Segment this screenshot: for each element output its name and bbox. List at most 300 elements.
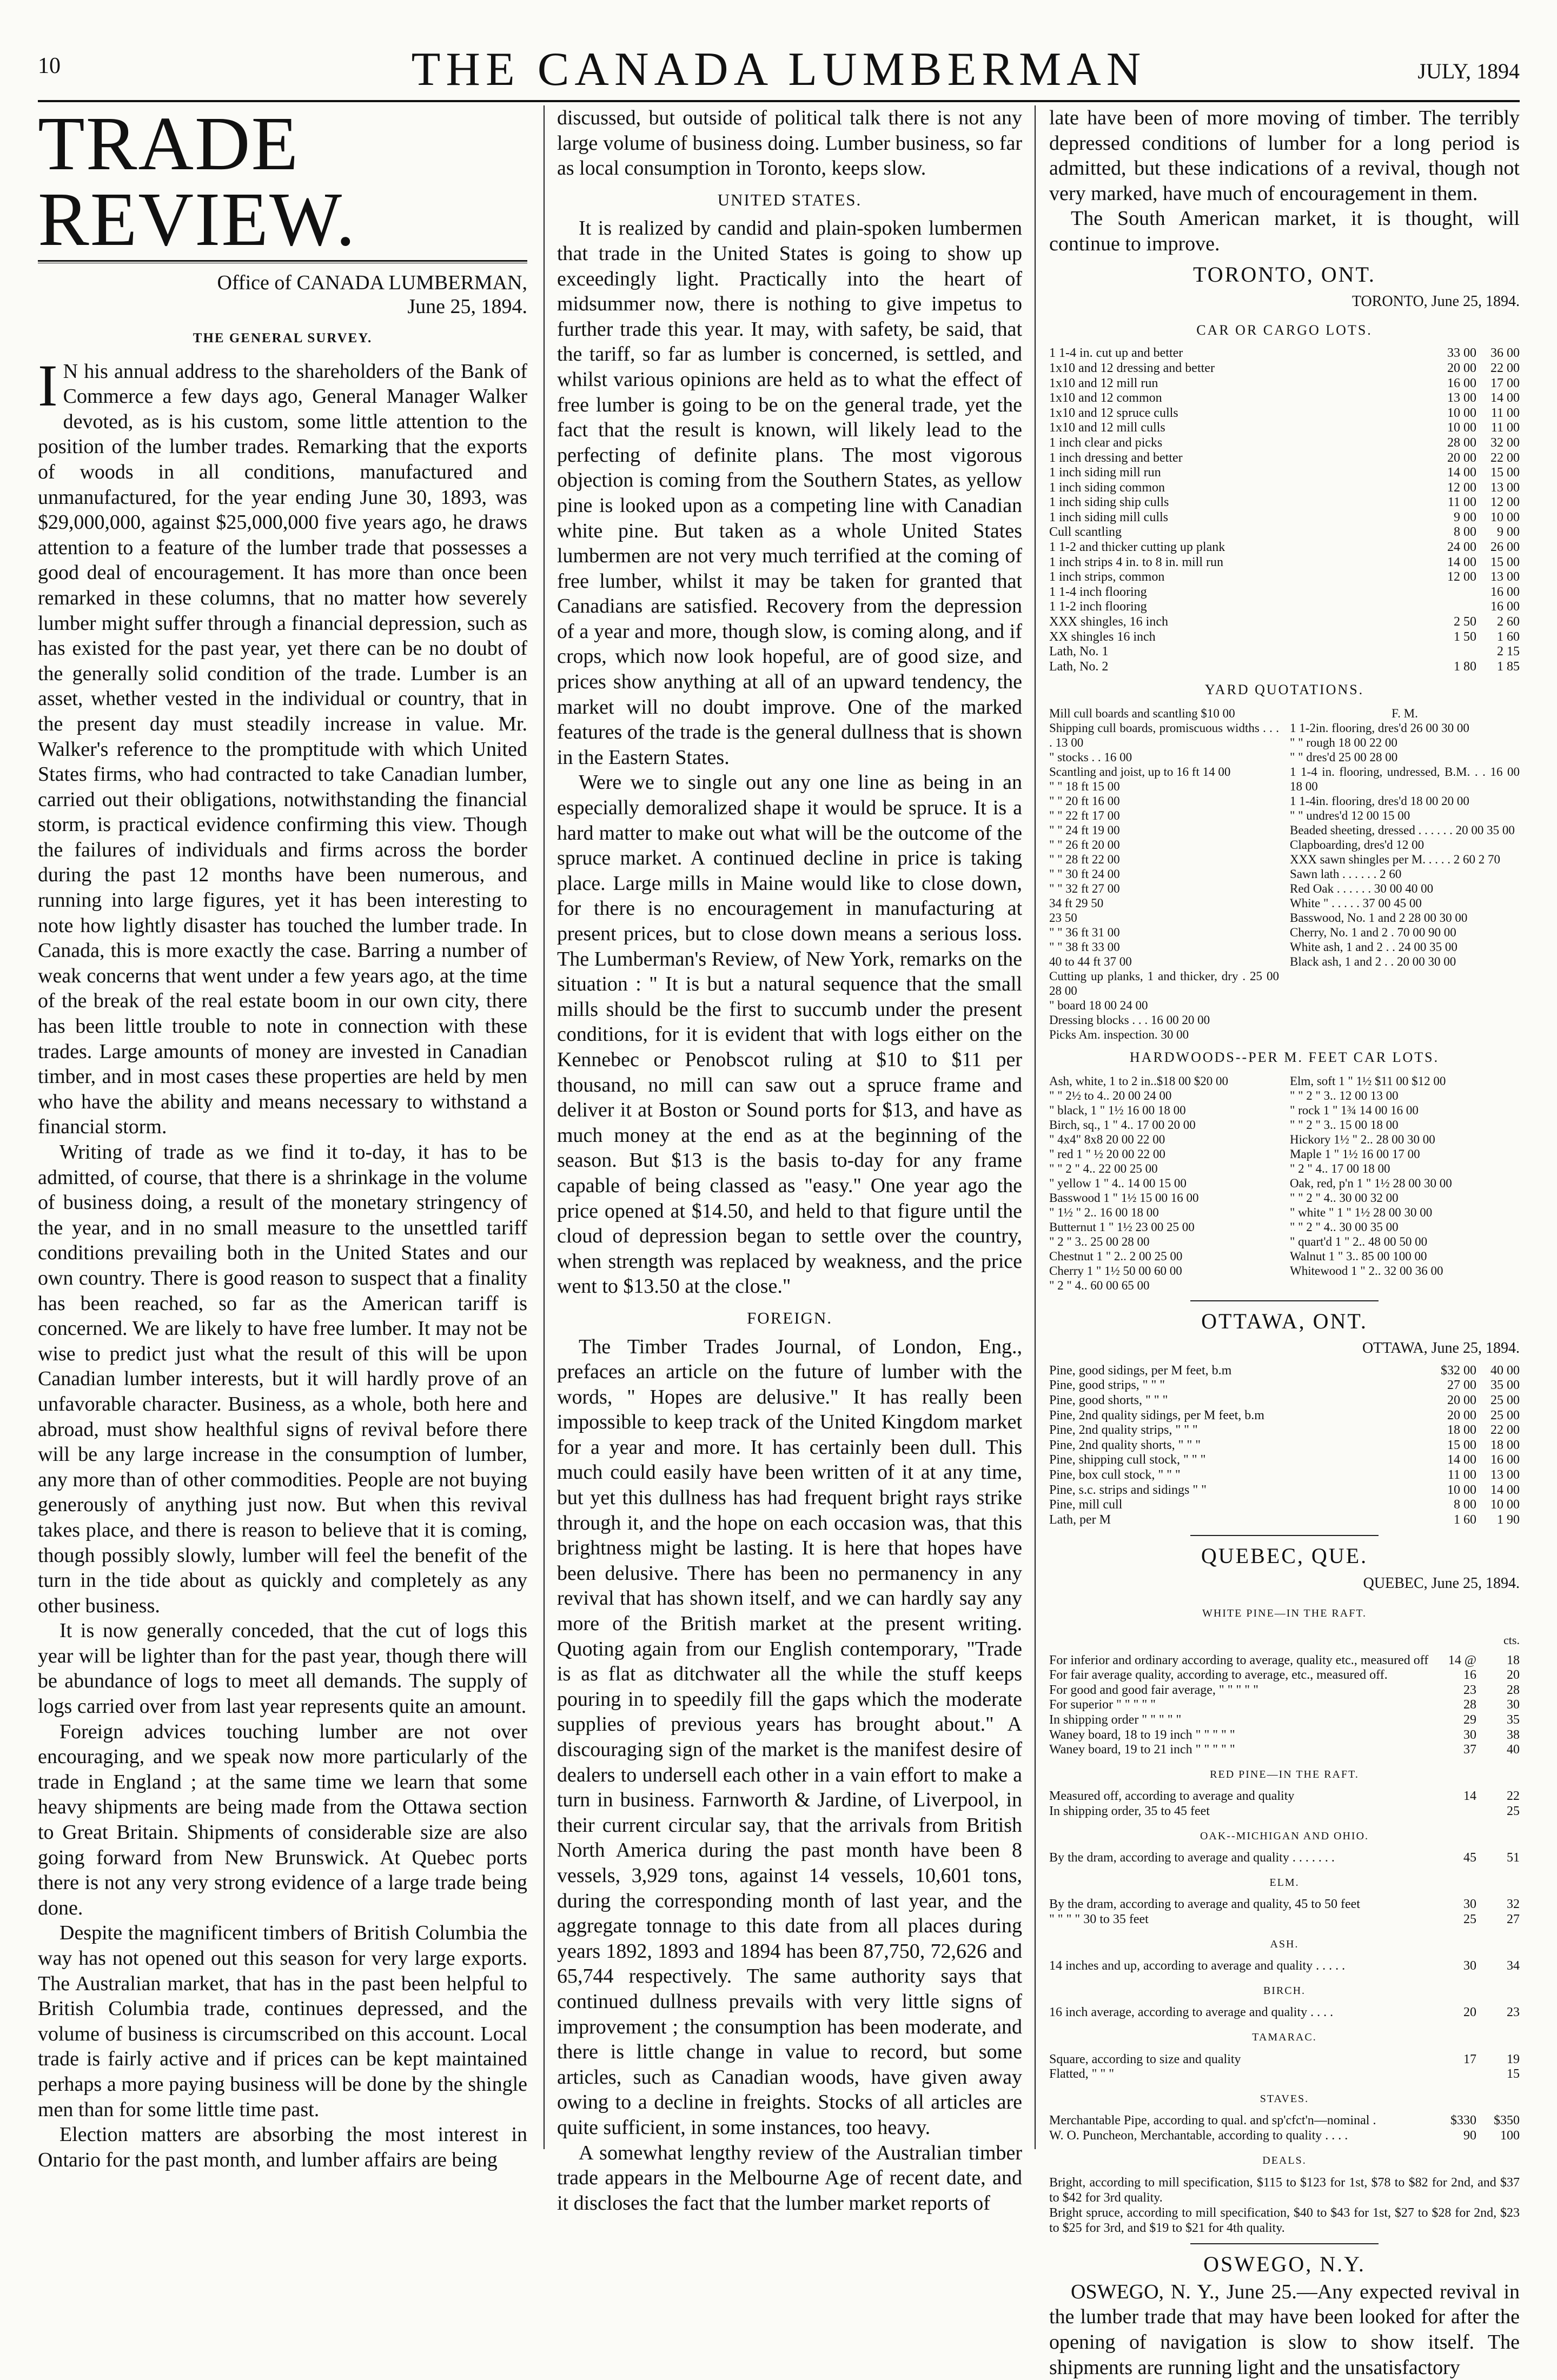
price-low: 30 (1463, 1959, 1476, 1973)
price-row (1049, 1498, 1520, 1513)
price-item: Pine, mill cull (1049, 1498, 1123, 1512)
column-divider-1 (544, 105, 545, 2149)
price-low: 11 00 (1447, 495, 1476, 510)
quebec-title: QUEBEC, QUE. (1201, 1544, 1368, 1568)
price-low: 23 (1463, 1683, 1476, 1697)
quote-line: " " 18 ft 15 00 (1049, 780, 1120, 793)
price-row (1049, 421, 1520, 436)
price-row (1049, 1468, 1520, 1483)
price-low: 16 00 (1447, 376, 1476, 390)
price-high: 1 85 (1497, 659, 1520, 674)
quote-line: " 4x4" 8x8 20 00 22 00 (1049, 1132, 1165, 1146)
quote-line: Red Oak . . . . . . 30 00 40 00 (1290, 882, 1434, 895)
price-low: 15 00 (1447, 1438, 1476, 1452)
price-low: 14 00 (1447, 466, 1476, 480)
price-high: 30 (1507, 1698, 1520, 1712)
ottawa-title: OTTAWA, ONT. (1201, 1308, 1368, 1333)
price-row (1049, 1668, 1520, 1683)
price-high: 15 (1507, 2067, 1520, 2082)
price-row (1049, 1364, 1520, 1379)
price-row (1049, 615, 1520, 630)
price-row (1049, 585, 1520, 600)
price-item: Pine, box cull stock, " " " (1049, 1467, 1181, 1482)
price-row (1049, 2129, 1520, 2144)
price-high: 16 00 (1490, 584, 1520, 599)
price-high: 10 00 (1490, 1498, 1520, 1512)
quebec-red-table (1049, 1789, 1520, 1819)
quebec-birch-heading: BIRCH. (1263, 1984, 1306, 1997)
price-low: 18 00 (1447, 1423, 1476, 1438)
price-low: 30 (1463, 1897, 1476, 1912)
quote-line: " black, 1 " 1½ 16 00 18 00 (1049, 1103, 1186, 1117)
quote-line: Picks Am. inspection. 30 00 (1049, 1028, 1189, 1041)
quebec-oak-heading: OAK--MICHIGAN AND OHIO. (1200, 1830, 1369, 1842)
price-high: 16 00 (1490, 1453, 1520, 1467)
price-high: 15 00 (1490, 466, 1520, 480)
price-item: Pine, shipping cull stock, " " " (1049, 1453, 1206, 1467)
toronto-dateline: TORONTO, June 25, 1894. (1351, 293, 1520, 310)
price-low: $32 00 (1441, 1363, 1476, 1378)
price-high: 18 00 (1490, 1438, 1520, 1452)
price-high: 23 (1507, 2005, 1520, 2020)
price-item: 1 1-2 inch flooring (1049, 600, 1147, 614)
quote-line: " " 2 " 4.. 22 00 25 00 (1049, 1161, 1158, 1175)
price-high: 40 (1507, 1743, 1520, 1757)
price-row (1049, 1789, 1520, 1804)
price-row (1049, 1483, 1520, 1498)
quote-line: " rock 1 " 1¾ 14 00 16 00 (1290, 1103, 1419, 1117)
quote-line: Clapboarding, dres'd 12 00 (1290, 838, 1425, 852)
quote-line: " board 18 00 24 00 (1049, 999, 1148, 1012)
price-low: 14 @ (1448, 1653, 1476, 1667)
toronto-hardwoods-heading: HARDWOODS--PER M. FEET CAR LOTS. (1129, 1049, 1440, 1065)
price-row (1049, 600, 1520, 615)
office-line-1: Office of CANADA LUMBERMAN, (217, 271, 527, 294)
price-low (1433, 600, 1476, 615)
quote-line: Hickory 1½ " 2.. 28 00 30 00 (1290, 1132, 1435, 1146)
price-row (1049, 361, 1520, 376)
price-item: " " " " 30 to 35 feet (1049, 1912, 1149, 1926)
quebec-elm-heading: ELM. (1269, 1876, 1300, 1889)
price-high: 36 00 (1490, 346, 1520, 361)
price-low: 37 (1463, 1743, 1476, 1757)
price-low: 20 00 (1447, 1408, 1476, 1422)
price-high: 32 (1507, 1897, 1520, 1912)
price-row (1049, 495, 1520, 510)
price-row (1049, 1698, 1520, 1713)
price-row (1049, 1743, 1520, 1758)
quote-line: " " 2 " 3.. 15 00 18 00 (1290, 1118, 1399, 1132)
price-low: 29 (1463, 1713, 1476, 1727)
price-high: 11 00 (1490, 405, 1520, 420)
price-low (1433, 644, 1476, 660)
price-high: 27 (1507, 1912, 1520, 1926)
price-low: 14 00 (1447, 1453, 1476, 1467)
quebec-white-table (1049, 1653, 1520, 1758)
quote-line: Oak, red, p'n 1 " 1½ 28 00 30 00 (1290, 1176, 1452, 1190)
issue-date: JULY, 1894 (1417, 59, 1520, 83)
quote-line: " " 30 ft 24 00 (1049, 867, 1120, 881)
quebec-tamarac-heading: TAMARAC. (1252, 2031, 1317, 2043)
quote-line: " " 26 ft 20 00 (1049, 838, 1120, 852)
price-row (1049, 2067, 1520, 2082)
ottawa-table (1049, 1364, 1520, 1528)
price-row (1049, 1804, 1520, 1819)
price-item: 1 inch dressing and better (1049, 450, 1183, 465)
price-high: 35 (1507, 1713, 1520, 1727)
price-row (1049, 644, 1520, 660)
headline: TRADE REVIEW. (38, 101, 356, 262)
price-item: 1 inch siding mill culls (1049, 510, 1168, 524)
price-row (1049, 436, 1520, 451)
quote-line: Cutting up planks, 1 and thicker, dry . 25 00 28 00 (1049, 969, 1279, 998)
price-high: 14 00 (1490, 1482, 1520, 1497)
price-high: 19 (1507, 2052, 1520, 2066)
price-row (1049, 2052, 1520, 2067)
price-row (1049, 1728, 1520, 1743)
paragraph: Election matters are absorbing the most interest in Ontario for the past month, and lumber affairs are being (38, 2123, 527, 2171)
price-row (1049, 451, 1520, 466)
page-header (38, 42, 1520, 102)
price-low: 20 00 (1447, 1393, 1476, 1407)
price-low: 8 00 (1454, 525, 1476, 540)
price-low: 16 (1463, 1668, 1476, 1683)
price-low: 9 00 (1454, 510, 1476, 524)
column-divider-2 (1035, 105, 1036, 2149)
price-item: Waney board, 19 to 21 inch " " " " " (1049, 1743, 1235, 1757)
price-high: 12 00 (1490, 495, 1520, 510)
price-low: 1 50 (1454, 629, 1476, 644)
price-item: Waney board, 18 to 19 inch " " " " " (1049, 1727, 1235, 1742)
hardwoods-left (1049, 1074, 1279, 1293)
quote-line: " " 2 " 4.. 30 00 32 00 (1290, 1191, 1399, 1205)
price-item: 1 1-4 inch flooring (1049, 584, 1147, 599)
section-united-states: UNITED STATES. (717, 190, 862, 209)
price-high: 1 60 (1497, 629, 1520, 644)
price-item: Lath, No. 2 (1049, 659, 1109, 674)
price-row (1049, 1683, 1520, 1698)
price-row (1049, 376, 1520, 391)
price-low: 25 (1463, 1912, 1476, 1926)
quote-line: Cherry 1 " 1½ 50 00 60 00 (1049, 1264, 1182, 1278)
price-low: 14 00 (1447, 555, 1476, 569)
column-1 (38, 101, 527, 2172)
price-low: 13 00 (1447, 391, 1476, 405)
quote-line: 40 to 44 ft 37 00 (1049, 955, 1132, 968)
price-row (1049, 1912, 1520, 1927)
paragraph: Foreign advices touching lumber are not over encouraging, and we speak now more particularly of the trade in England ; at the same time we learn that some heavy shipments are being made from the Ottawa section to Great Britain. Shipments of considerable size are also going forward from New Brunswick. At Quebec ports there is not any very strong evidence of a large trade being done. (38, 1720, 527, 1919)
price-high: 25 00 (1490, 1393, 1520, 1407)
quote-line: " " dres'd 25 00 28 00 (1290, 750, 1398, 764)
price-item: 1 1-2 and thicker cutting up plank (1049, 540, 1225, 555)
price-low: 10 00 (1447, 421, 1476, 435)
price-low (1433, 585, 1476, 600)
quote-line: Shipping cull boards, promiscuous widths . . . . 13 00 (1049, 721, 1279, 749)
price-high: 2 15 (1497, 644, 1520, 659)
price-item: Merchantable Pipe, according to qual. and sp'cfct'n—nominal . (1049, 2113, 1376, 2128)
quote-line: 1 1-2in. flooring, dres'd 26 00 30 00 (1290, 721, 1469, 735)
quote-line: Whitewood 1 " 2.. 32 00 36 00 (1290, 1264, 1443, 1278)
quebec-deals-1: Bright, according to mill specification, $115 to $123 for 1st, $78 to $82 for 2nd, and $37 to $42 for 3rd quality. (1049, 2176, 1520, 2205)
quote-line: " " rough 18 00 22 00 (1290, 736, 1397, 749)
price-item: Pine, good strips, " " " (1049, 1378, 1165, 1393)
price-low: 33 00 (1447, 346, 1476, 361)
price-item: 1x10 and 12 spruce culls (1049, 405, 1178, 420)
section-foreign: FOREIGN. (746, 1308, 833, 1327)
quote-line: 1 1-4in. flooring, dres'd 18 00 20 00 (1290, 794, 1469, 808)
price-high: 18 (1507, 1653, 1520, 1667)
price-high: 13 00 (1490, 1467, 1520, 1482)
price-high: 16 00 (1490, 600, 1520, 614)
price-high: 9 00 (1497, 525, 1520, 540)
price-low: 2 50 (1454, 615, 1476, 629)
price-low: 17 (1463, 2052, 1476, 2066)
price-item: XX shingles 16 inch (1049, 629, 1156, 644)
price-high: 100 (1500, 2128, 1520, 2143)
quote-line: " " 32 ft 27 00 (1049, 882, 1120, 895)
price-high: 1 90 (1497, 1512, 1520, 1527)
quote-line: " " 36 ft 31 00 (1049, 926, 1120, 939)
price-item: 14 inches and up, according to average and quality . . . . . (1049, 1959, 1346, 1973)
quebec-ash-table (1049, 1959, 1520, 1974)
paragraph: late have been of more moving of timber. The terribly depressed conditions of lumber for a long period is admitted, but these indications of a revival, though not very marked, have much of encouragement in them. (1049, 107, 1520, 205)
quote-line: White ash, 1 and 2 . . 24 00 35 00 (1290, 940, 1457, 954)
price-item: For fair average quality, according to average, etc., measured off. (1049, 1668, 1388, 1683)
price-row (1049, 1378, 1520, 1393)
quote-line: " yellow 1 " 4.. 14 00 15 00 (1049, 1176, 1187, 1190)
price-low: 20 00 (1447, 450, 1476, 465)
quote-line: " 2 " 3.. 25 00 28 00 (1049, 1234, 1150, 1248)
price-low: 45 (1463, 1851, 1476, 1865)
price-row (1049, 1959, 1520, 1974)
page-number: 10 (38, 54, 61, 78)
paragraph: The Timber Trades Journal, of London, Eng., prefaces an article on the future of lumber with the words, " Hopes are delusive." It has really been impossible to keep track of the United Kingdom market for a year and more. It has certainly been dull. This much could easily have been written of it at any time, but yet this dullness has had frequent bright rays strike through it, and the hope on each occasion was, that this brightness might be lasting. It is here that hopes have been delusive. There has been no permanency in any revival that has shown itself, and we can hardly say any more of the British market at the present writing. Quoting again from our English contemporary, "Trade is as flat as ditchwater all the while the stuff keeps pouring in to speedily fill the gaps which the moderate supplies of previous years has brought about." A discouraging sign of the market is the manifest desire of dealers to undersell each other in a vain effort to make a turn in business. Farnworth & Jardine, of Liverpool, in their current circular say, that the arrivals from British North America during the past month have been 8 vessels, 3,929 tons, against 14 vessels, 10,601 tons, during the corresponding month of last year, and the aggregate tonnage to this date from all places during years 1892, 1893 and 1894 has been 87,750, 72,626 and 65,744 respectively. The same authority says that continued dullness prevails with very little signs of improvement ; the consumption has been moderate, and there is little change in value to record, but some articles, such as Canadian woods, have given away owing to a decline in freights. Stocks of all articles are quite sufficient, in some instances, too heavy. (557, 1335, 1022, 2139)
price-high: 35 00 (1490, 1378, 1520, 1393)
paragraph: Were we to single out any one line as being in an especially demoralized shape it would be spruce. It is a hard matter to make out what will be the outcome of the spruce market. A continued decline in price is taking place. Large mills in Maine would like to close down, for there is no encouragement in manufacturing at present prices, but to close down means a serious loss. The Lumberman's Review, of New York, remarks on the situation : " It is but a natural sequence that the small mills should be the first to succumb under the present conditions, for it is evident that with logs either on the Kennebec or Penobscot ruling at $10 to $11 per thousand, no mill can saw out a spruce frame and deliver it at Boston or Sound ports for $13, and have as much money at the end as at the beginning of the season. But $13 is the basis to-day for any frame capable of being classed as "easy." One year ago the price opened at $14.50, and held to that figure until the cloud of depression began to settle over the country, when strength was replaced by weakness, and the price went to $13.50 at the close." (557, 771, 1022, 1298)
price-item: 1 inch siding common (1049, 480, 1165, 495)
price-item: W. O. Puncheon, Merchantable, according to quality . . . . (1049, 2128, 1348, 2143)
price-item: Pine, good shorts, " " " (1049, 1393, 1168, 1407)
quebec-birch-table (1049, 2005, 1520, 2020)
price-row (1049, 466, 1520, 481)
quebec-deals-heading: DEALS. (1262, 2154, 1307, 2166)
price-row (1049, 1851, 1520, 1866)
quote-line: Walnut 1 " 3.. 85 00 100 00 (1290, 1249, 1427, 1263)
price-low (1433, 2067, 1476, 2082)
quebec-elm-table (1049, 1897, 1520, 1927)
quebec-staves-heading: STAVES. (1260, 2092, 1309, 2105)
quote-line: Butternut 1 " 1½ 23 00 25 00 (1049, 1220, 1195, 1234)
quebec-deals-2: Bright spruce, according to mill specification, $40 to $43 for 1st, $27 to $28 for 2nd, $23 to $25 for 3rd, and $19 to $21 for 4th quality. (1049, 2206, 1520, 2236)
price-item: For superior " " " " " (1049, 1698, 1156, 1712)
drop-cap: I (38, 352, 58, 418)
quote-line: Black ash, 1 and 2 . . 20 00 30 00 (1290, 955, 1456, 968)
quote-line: " " 22 ft 17 00 (1049, 809, 1120, 822)
price-row (1049, 540, 1520, 555)
price-item: Pine, 2nd quality strips, " " " (1049, 1423, 1198, 1438)
quote-line: " " 20 ft 16 00 (1049, 794, 1120, 808)
quote-line: " " 28 ft 22 00 (1049, 853, 1120, 866)
price-low (1433, 1804, 1476, 1819)
quebec-tamarac-table (1049, 2052, 1520, 2082)
quebec-dateline: QUEBEC, June 25, 1894. (1363, 1574, 1520, 1592)
quote-line: 34 ft 29 50 (1049, 896, 1104, 910)
paragraph-text: N his annual address to the shareholders of the Bank of Commerce a few days ago, General Manager Walker devoted, as is his custom, some little attention to the position of the lumber trades. Remarking that the exports of woods in all conditions, manufactured and unmanufactured, for the year ending June 30, 1893, was $29,000,000, against $25,000,000 five years ago, he draws attention to a feature of the lumber trade that possesses a good deal of encouragement. It has more than once been remarked in these columns, that no matter how severely lumber might suffer through a financial depression, such as has existed for the past year, yet there can be no doubt of the generally solid condition of the trade. Lumber is an asset, whether vested in the individual or country, that in the present day must steadily increase in value. Mr. Walker's reference to the promptitude with which United States firms, who had contracted to take Canadian lumber, carried out their obligations, notwithstanding the financial storm, is practical evidence confirming this view. Though the failures of individuals and firms across the border during the past 12 months have been numerous, and running into large figures, yet it has been interesting to note how lightly disaster has touched the lumber trade. In Canada, this is more exactly the case. Barring a number of weak concerns that went under a few years ago, at the time of the break of the real estate boom in our own city, there has been little trouble to note in connection with these trades. Large amounts of money are invested in Canadian timber, and in most cases these properties are held by men who have the ability and means necessary to withstand a financial storm. (38, 360, 527, 1139)
price-high: 25 (1507, 1804, 1520, 1819)
quote-line: " " 2½ to 4.. 20 00 24 00 (1049, 1088, 1172, 1102)
price-item: 16 inch average, according to average and quality . . . . (1049, 2005, 1334, 2020)
price-item: In shipping order " " " " " (1049, 1713, 1182, 1727)
price-high: 25 00 (1490, 1408, 1520, 1422)
price-row (1049, 510, 1520, 526)
price-low: 1 80 (1454, 659, 1476, 674)
price-item: Pine, good sidings, per M feet, b.m (1049, 1363, 1232, 1378)
price-row (1049, 660, 1520, 675)
toronto-title: TORONTO, ONT. (1193, 262, 1376, 287)
price-high: 40 00 (1490, 1363, 1520, 1378)
paragraph: It is now generally conceded, that the cut of logs this year will be lighter than for the past year, though there will be abundance of logs to meet all demands. The supply of logs carried over from last year represents quite an amount. (38, 1619, 527, 1718)
price-low: 28 00 (1447, 435, 1476, 450)
quebec-white-heading: WHITE PINE—IN THE RAFT. (1202, 1607, 1367, 1619)
paragraph: Despite the magnificent timbers of British Columbia the way has not opened out this season for very large exports. The Australian market, that has in the past been helpful to British Columbia trade, continues depressed, and the volume of business is circumscribed on this account. Local trade is fairly active and if prices can be kept maintained perhaps a more paying business will be done by the shingle men than for some little time past. (38, 1922, 527, 2121)
price-high: $350 (1494, 2113, 1520, 2128)
quebec-ash-heading: ASH. (1270, 1938, 1299, 1950)
paragraph: Writing of trade as we find it to-day, it has to be admitted, of course, that there is a shrinkage in the volume of business doing, a result of the monetary stringency of the year, and in no small measure to the unsettled tariff conditions prevailing both in the United States and our own country. There is good reason to suspect that a finality has been reached, so far as the American tariff is concerned. We are likely to have free lumber. It may not be wise to predict just what the result of this will be upon Canadian lumber interests, but it will hardly prove of an unfavorable character. Business, as a whole, both here and abroad, must show healthful signs of revival before there will be any large increase in the consumption of lumber, any more than of other commodities. People are not buying generously of anything just now. But when this revival takes place, and there is reason to believe that it is coming, though possibly slowly, lumber will feel the benefit of the turn in the tide about as quickly and completely as any other business. (38, 1141, 527, 1617)
price-low: 90 (1463, 2128, 1476, 2143)
price-row (1049, 555, 1520, 570)
price-row (1049, 346, 1520, 361)
quote-line: Dressing blocks . . . 16 00 20 00 (1049, 1013, 1210, 1027)
quote-line: Beaded sheeting, dressed . . . . . . 20 00 35 00 (1290, 823, 1515, 837)
office-dateline (38, 271, 527, 318)
price-item: By the dram, according to average and quality . . . . . . . (1049, 1851, 1335, 1865)
price-low: 27 00 (1447, 1378, 1476, 1393)
paragraph: A somewhat lengthy review of the Australian timber trade appears in the Melbourne Age of recent date, and it discloses the fact that the lumber market reports of (557, 2141, 1022, 2215)
quote-line: " " 2 " 4.. 30 00 35 00 (1290, 1220, 1399, 1234)
price-high: 11 00 (1490, 421, 1520, 435)
quote-line: Scantling and joist, up to 16 ft 14 00 (1049, 765, 1231, 779)
quote-line: " 1½ " 2.. 16 00 18 00 (1049, 1205, 1159, 1219)
paragraph (38, 352, 527, 1140)
price-low: 11 00 (1447, 1467, 1476, 1482)
price-item: 1 inch clear and picks (1049, 435, 1163, 450)
column-2 (557, 105, 1022, 2216)
price-item: Pine, s.c. strips and sidings " " (1049, 1482, 1207, 1497)
price-high: 22 00 (1490, 361, 1520, 375)
quote-line: " stocks . . 16 00 (1049, 750, 1132, 764)
price-high: 14 00 (1490, 391, 1520, 405)
toronto-yard-quotations (1049, 706, 1520, 1042)
yard-left (1049, 706, 1279, 1042)
toronto-car-heading: CAR OR CARGO LOTS. (1196, 322, 1373, 338)
quote-line: Basswood 1 " 1½ 15 00 16 00 (1049, 1191, 1199, 1205)
separator (1190, 1535, 1379, 1536)
quote-line: " " 38 ft 33 00 (1049, 940, 1120, 954)
quote-line: Sawn lath . . . . . . 2 60 (1290, 867, 1402, 881)
masthead: THE CANADA LUMBERMAN (411, 43, 1147, 96)
toronto-car-table (1049, 346, 1520, 674)
column-3 (1049, 105, 1520, 2380)
price-item: XXX shingles, 16 inch (1049, 615, 1168, 629)
price-item: Lath, per M (1049, 1512, 1111, 1527)
price-row (1049, 391, 1520, 406)
quote-line: Maple 1 " 1½ 16 00 17 00 (1290, 1147, 1420, 1161)
price-high: 15 00 (1490, 555, 1520, 569)
quebec-oak-table (1049, 1851, 1520, 1866)
price-row (1049, 570, 1520, 585)
paragraph: It is realized by candid and plain-spoken lumbermen that trade in the United States is going to show up exceedingly light. Practically into the heart of midsummer now, there is nothing to give impetus to further trade this year. It may, with safety, be said, that the tariff, so far as lumber is concerned, is settled, and whilst various opinions are held as to what the effect of free lumber is going to be on the general trade, yet the fact that the result is known, will likely lead to the perfecting of definite plans. The most vigorous objection is coming from the Southern States, as yellow pine is looked upon as a competing line with Canadian white pine. But taken as a whole United States lumbermen are not very much terrified at the coming of free lumber, whilst it may be taken for granted that Canadians are satisfied. Recovery from the depression of a year and more, though slow, is coming along, and if crops, which now look hopeful, are of good size, and prices show anything at all of an upward tendency, the market will no doubt improve. One of the marked features of the trade is the general dullness that is shown in the Eastern States. (557, 217, 1022, 769)
price-row (1049, 1513, 1520, 1528)
quebec-red-heading: RED PINE—IN THE RAFT. (1210, 1768, 1359, 1780)
price-item: 1x10 and 12 common (1049, 391, 1162, 405)
hardwoods-right (1290, 1074, 1520, 1293)
price-row (1049, 2005, 1520, 2020)
price-row (1049, 2113, 1520, 2129)
price-low: 20 (1463, 2005, 1476, 2020)
price-high: 20 (1507, 1668, 1520, 1683)
separator (1190, 1300, 1379, 1301)
price-high: 17 00 (1490, 376, 1520, 390)
cts-label: cts. (1503, 1633, 1520, 1647)
office-line-2: June 25, 1894. (407, 295, 527, 318)
price-row (1049, 1408, 1520, 1424)
price-high: 13 00 (1490, 480, 1520, 495)
toronto-yard-heading: YARD QUOTATIONS. (1204, 682, 1364, 698)
price-high: 26 00 (1490, 540, 1520, 555)
quote-line: Birch, sq., 1 " 4.. 17 00 20 00 (1049, 1118, 1196, 1132)
price-high: 13 00 (1490, 570, 1520, 584)
price-row (1049, 1713, 1520, 1728)
price-high: 38 (1507, 1727, 1520, 1742)
yard-right-wrap (1290, 706, 1520, 1042)
oswego-title: OSWEGO, N.Y. (1203, 2252, 1366, 2277)
yard-right (1290, 721, 1520, 969)
price-item: 1x10 and 12 dressing and better (1049, 361, 1215, 375)
price-item: Cull scantling (1049, 525, 1122, 540)
price-row (1049, 630, 1520, 645)
price-high: 28 (1507, 1683, 1520, 1697)
price-high: 32 00 (1490, 435, 1520, 450)
price-low: 30 (1463, 1727, 1476, 1742)
price-high: 22 00 (1490, 450, 1520, 465)
price-high: 22 (1507, 1789, 1520, 1804)
price-high: 51 (1507, 1851, 1520, 1865)
quote-line: " red 1 " ½ 20 00 22 00 (1049, 1147, 1165, 1161)
price-item: Flatted, " " " (1049, 2067, 1115, 2082)
price-low: 10 00 (1447, 405, 1476, 420)
separator (1190, 2243, 1379, 2244)
paragraph: The South American market, it is thought, will continue to improve. (1049, 207, 1520, 255)
price-high: 22 00 (1490, 1423, 1520, 1438)
quote-line: Ash, white, 1 to 2 in..$18 00 $20 00 (1049, 1074, 1228, 1088)
price-row (1049, 1897, 1520, 1912)
price-row (1049, 1453, 1520, 1468)
quote-line: Mill cull boards and scantling $10 00 (1049, 707, 1235, 720)
price-item: Measured off, according to average and quality (1049, 1789, 1295, 1804)
quebec-staves-table (1049, 2113, 1520, 2143)
price-item: Square, according to size and quality (1049, 2052, 1241, 2066)
quote-line: " 2 " 4.. 60 00 65 00 (1049, 1278, 1150, 1292)
quote-line: White " . . . . . 37 00 45 00 (1290, 896, 1422, 910)
price-item: Lath, No. 1 (1049, 644, 1109, 659)
price-low: 10 00 (1447, 1482, 1476, 1497)
quote-line: 1 1-4 in. flooring, undressed, B.M. . . 16 00 18 00 (1290, 765, 1520, 793)
quote-line: " white " 1 " 1½ 28 00 30 00 (1290, 1205, 1433, 1219)
quote-line: " " 2 " 3.. 12 00 13 00 (1290, 1088, 1399, 1102)
price-high: 34 (1507, 1959, 1520, 1973)
price-row (1049, 525, 1520, 540)
price-item: Pine, 2nd quality shorts, " " " (1049, 1438, 1201, 1452)
